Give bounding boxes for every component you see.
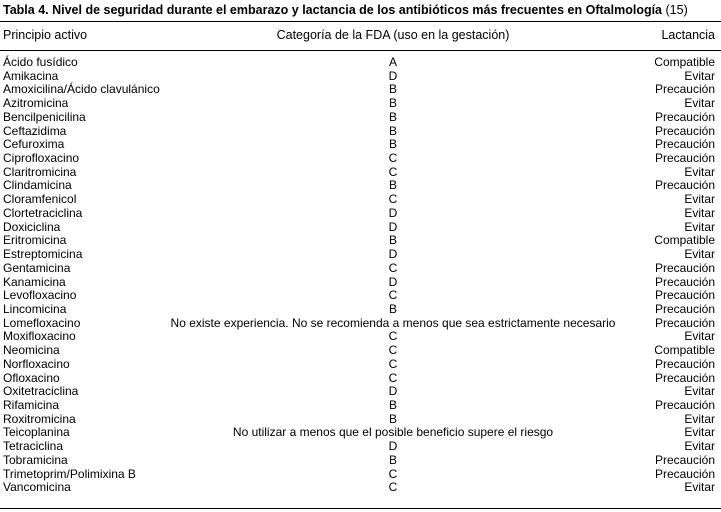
fda-category-cell: C <box>388 466 398 481</box>
fda-category-cell: C <box>388 192 398 207</box>
table-row <box>0 372 721 386</box>
fda-category-cell: D <box>388 274 398 289</box>
drug-cell: Oxitetraciclina <box>3 384 79 399</box>
fda-category-cell: C <box>388 288 398 303</box>
lactation-cell: Evitar <box>684 192 715 207</box>
drug-cell: Lincomicina <box>3 301 67 316</box>
drug-cell: Gentamicina <box>3 260 71 275</box>
table-row <box>0 248 721 262</box>
lactation-cell: Precaución <box>654 288 715 303</box>
table-row <box>0 289 721 303</box>
drug-cell: Tetraciclina <box>3 439 64 454</box>
fda-category-cell: No utilizar a menos que el posible beneficio supere el riesgo <box>232 425 554 440</box>
table-row <box>0 358 721 372</box>
drug-cell: Norfloxacino <box>3 356 70 371</box>
lactation-cell: Evitar <box>684 480 715 495</box>
table-row <box>0 413 721 427</box>
table-row <box>0 207 721 221</box>
table-row <box>0 179 721 193</box>
lactation-cell: Precaución <box>654 178 715 193</box>
lactation-cell: Evitar <box>684 219 715 234</box>
drug-cell: Levofloxacino <box>3 288 77 303</box>
table-row <box>0 193 721 207</box>
drug-cell: Ofloxacino <box>3 370 60 385</box>
table-row <box>0 454 721 468</box>
fda-category-cell: B <box>388 137 398 152</box>
table-row <box>0 97 721 111</box>
header-rule <box>0 50 721 51</box>
lactation-cell: Precaución <box>654 397 715 412</box>
lactation-cell: Evitar <box>684 384 715 399</box>
drug-cell: Eritromicina <box>3 233 67 248</box>
lactation-cell: Precaución <box>654 370 715 385</box>
lactation-cell: Precaución <box>654 260 715 275</box>
table-row <box>0 468 721 482</box>
drug-cell: Trimetoprim/Polimixina B <box>3 466 136 481</box>
lactation-cell: Compatible <box>654 343 715 358</box>
drug-cell: Roxitromicina <box>3 411 76 426</box>
drug-cell: Moxifloxacino <box>3 329 76 344</box>
drug-cell: Lomefloxacino <box>3 315 81 330</box>
drug-cell: Kanamicina <box>3 274 66 289</box>
fda-category-cell: C <box>388 151 398 166</box>
lactation-cell: Evitar <box>684 205 715 220</box>
lactation-cell: Precaución <box>654 137 715 152</box>
fda-category-cell: B <box>388 233 398 248</box>
drug-cell: Cefuroxima <box>3 137 65 152</box>
fda-category-cell: B <box>388 397 398 412</box>
lactation-cell: Precaución <box>654 301 715 316</box>
drug-cell: Bencilpenicilina <box>3 109 86 124</box>
table-row <box>0 317 721 331</box>
fda-category-cell: B <box>388 96 398 111</box>
table-row <box>0 221 721 235</box>
lactation-cell: Evitar <box>684 411 715 426</box>
fda-category-cell: C <box>388 329 398 344</box>
fda-category-cell: C <box>388 356 398 371</box>
lactation-cell: Precaución <box>654 82 715 97</box>
table-caption <box>3 2 688 18</box>
fda-category-cell: D <box>388 205 398 220</box>
lactation-cell: Precaución <box>654 466 715 481</box>
fda-category-cell: A <box>388 55 398 69</box>
fda-category-cell: B <box>388 411 398 426</box>
table-label: Tabla 4. <box>3 3 49 17</box>
fda-category-cell: C <box>388 164 398 179</box>
lactation-cell: Evitar <box>684 164 715 179</box>
fda-category-cell: D <box>388 219 398 234</box>
lactation-cell: Precaución <box>654 452 715 467</box>
lactation-cell: Evitar <box>684 247 715 262</box>
drug-cell: Ácido fusídico <box>3 55 78 69</box>
table-row <box>0 166 721 180</box>
lactation-cell: Precaución <box>654 356 715 371</box>
table-row <box>0 426 721 440</box>
fda-category-cell: B <box>388 178 398 193</box>
drug-cell: Rifamicina <box>3 397 60 412</box>
fda-category-cell: D <box>388 439 398 454</box>
lactation-cell: Evitar <box>684 96 715 111</box>
column-header-drug: Principio activo <box>3 28 88 42</box>
drug-cell: Azitromicina <box>3 96 69 111</box>
lactation-cell: Precaución <box>654 109 715 124</box>
top-rule <box>0 21 721 22</box>
table-row <box>0 303 721 317</box>
drug-cell: Teicoplanina <box>3 425 70 440</box>
column-header-fda: Categoría de la FDA (uso en la gestación) <box>276 28 510 42</box>
drug-cell: Clortetraciclina <box>3 205 83 220</box>
lactation-cell: Compatible <box>654 233 715 248</box>
table-row <box>0 330 721 344</box>
table-row <box>0 399 721 413</box>
table-row <box>0 234 721 248</box>
lactation-cell: Precaución <box>654 274 715 289</box>
drug-cell: Neomicina <box>3 343 60 358</box>
table-body <box>0 56 721 495</box>
lactation-cell: Evitar <box>684 329 715 344</box>
drug-cell: Cloramfenicol <box>3 192 77 207</box>
drug-cell: Vancomicina <box>3 480 71 495</box>
drug-cell: Claritromicina <box>3 164 77 179</box>
table-title: Nivel de seguridad durante el embarazo y lactancia de los antibióticos más frecuentes en Oftalmología <box>52 3 663 17</box>
bottom-rule <box>0 508 721 509</box>
drug-cell: Ciprofloxacino <box>3 151 80 166</box>
table-reference: (15) <box>665 3 688 17</box>
lactation-cell: Compatible <box>654 55 715 69</box>
table-row <box>0 56 721 70</box>
fda-category-cell: B <box>388 109 398 124</box>
column-header-lactation: Lactancia <box>661 28 715 42</box>
fda-category-cell: B <box>388 123 398 138</box>
table-row <box>0 440 721 454</box>
drug-cell: Amoxicilina/Ácido clavulánico <box>3 82 160 97</box>
fda-category-cell: C <box>388 343 398 358</box>
fda-category-cell: D <box>388 68 398 83</box>
table-row <box>0 125 721 139</box>
table-row <box>0 83 721 97</box>
lactation-cell: Precaución <box>654 151 715 166</box>
drug-cell: Clindamicina <box>3 178 72 193</box>
table-row <box>0 262 721 276</box>
fda-category-cell: D <box>388 384 398 399</box>
drug-cell: Estreptomicina <box>3 247 83 262</box>
drug-cell: Amikacina <box>3 68 59 83</box>
table-row <box>0 152 721 166</box>
fda-category-cell: D <box>388 247 398 262</box>
table-row <box>0 276 721 290</box>
table-row <box>0 111 721 125</box>
fda-category-cell: C <box>388 370 398 385</box>
table-row <box>0 344 721 358</box>
fda-category-cell: C <box>388 480 398 495</box>
drug-cell: Tobramicina <box>3 452 68 467</box>
fda-category-cell: No existe experiencia. No se recomienda a menos que sea estrictamente necesario <box>170 315 616 330</box>
fda-category-cell: C <box>388 260 398 275</box>
fda-category-cell: B <box>388 452 398 467</box>
lactation-cell: Precaución <box>654 123 715 138</box>
lactation-cell: Precaución <box>654 315 715 330</box>
table-row <box>0 481 721 495</box>
lactation-cell: Evitar <box>684 68 715 83</box>
drug-cell: Ceftazidima <box>3 123 67 138</box>
fda-category-cell: B <box>388 82 398 97</box>
table-row <box>0 385 721 399</box>
drug-cell: Doxiciclina <box>3 219 61 234</box>
lactation-cell: Evitar <box>684 439 715 454</box>
table-row <box>0 138 721 152</box>
fda-category-cell: B <box>388 301 398 316</box>
lactation-cell: Evitar <box>684 425 715 440</box>
